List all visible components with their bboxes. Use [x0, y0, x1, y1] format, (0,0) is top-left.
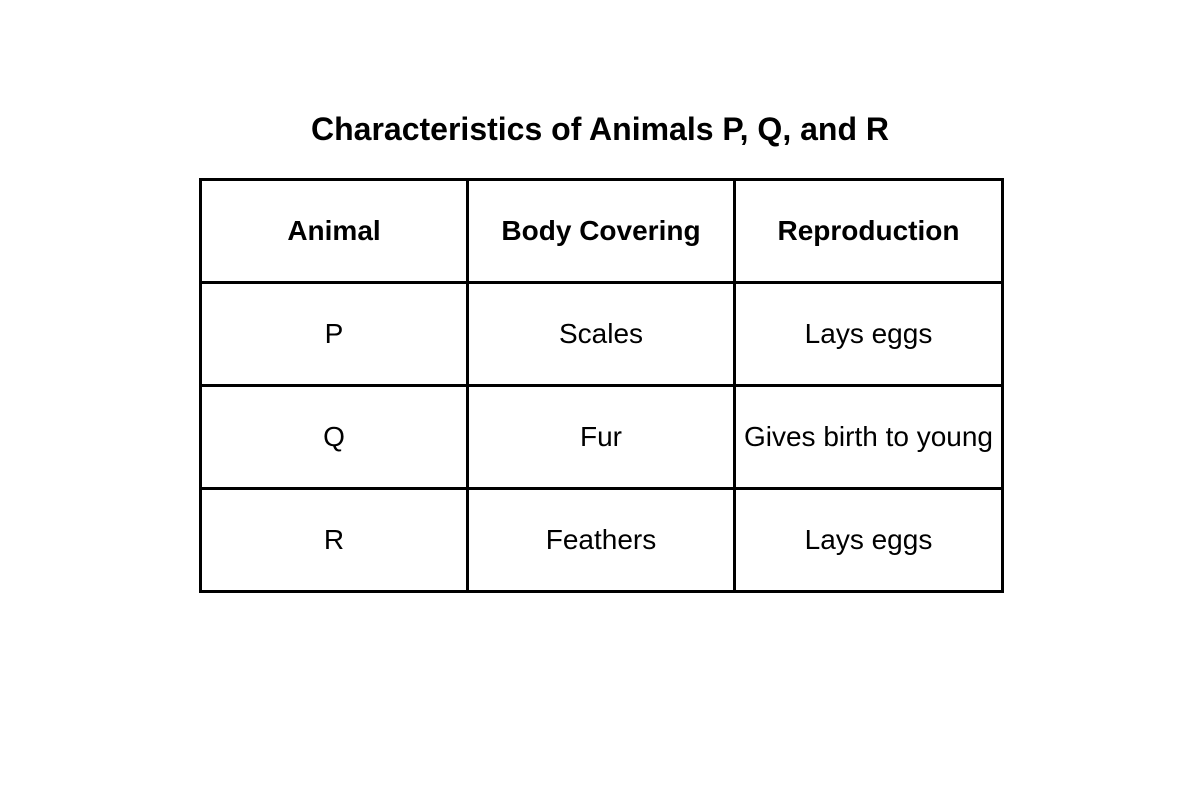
cell-animal: Q [201, 386, 468, 489]
cell-animal: P [201, 283, 468, 386]
table-row [201, 386, 1003, 489]
animals-table [199, 178, 1004, 593]
cell-body-covering: Fur [468, 386, 735, 489]
header-reproduction: Reproduction [735, 180, 1003, 283]
header-animal: Animal [201, 180, 468, 283]
cell-reproduction: Gives birth to young [735, 386, 1003, 489]
header-body-covering: Body Covering [468, 180, 735, 283]
cell-body-covering: Feathers [468, 489, 735, 592]
cell-body-covering: Scales [468, 283, 735, 386]
cell-reproduction: Lays eggs [735, 283, 1003, 386]
cell-reproduction: Lays eggs [735, 489, 1003, 592]
table-row [201, 283, 1003, 386]
table-header-row [201, 180, 1003, 283]
page-title: Characteristics of Animals P, Q, and R [311, 111, 889, 147]
cell-animal: R [201, 489, 468, 592]
table-row [201, 489, 1003, 592]
